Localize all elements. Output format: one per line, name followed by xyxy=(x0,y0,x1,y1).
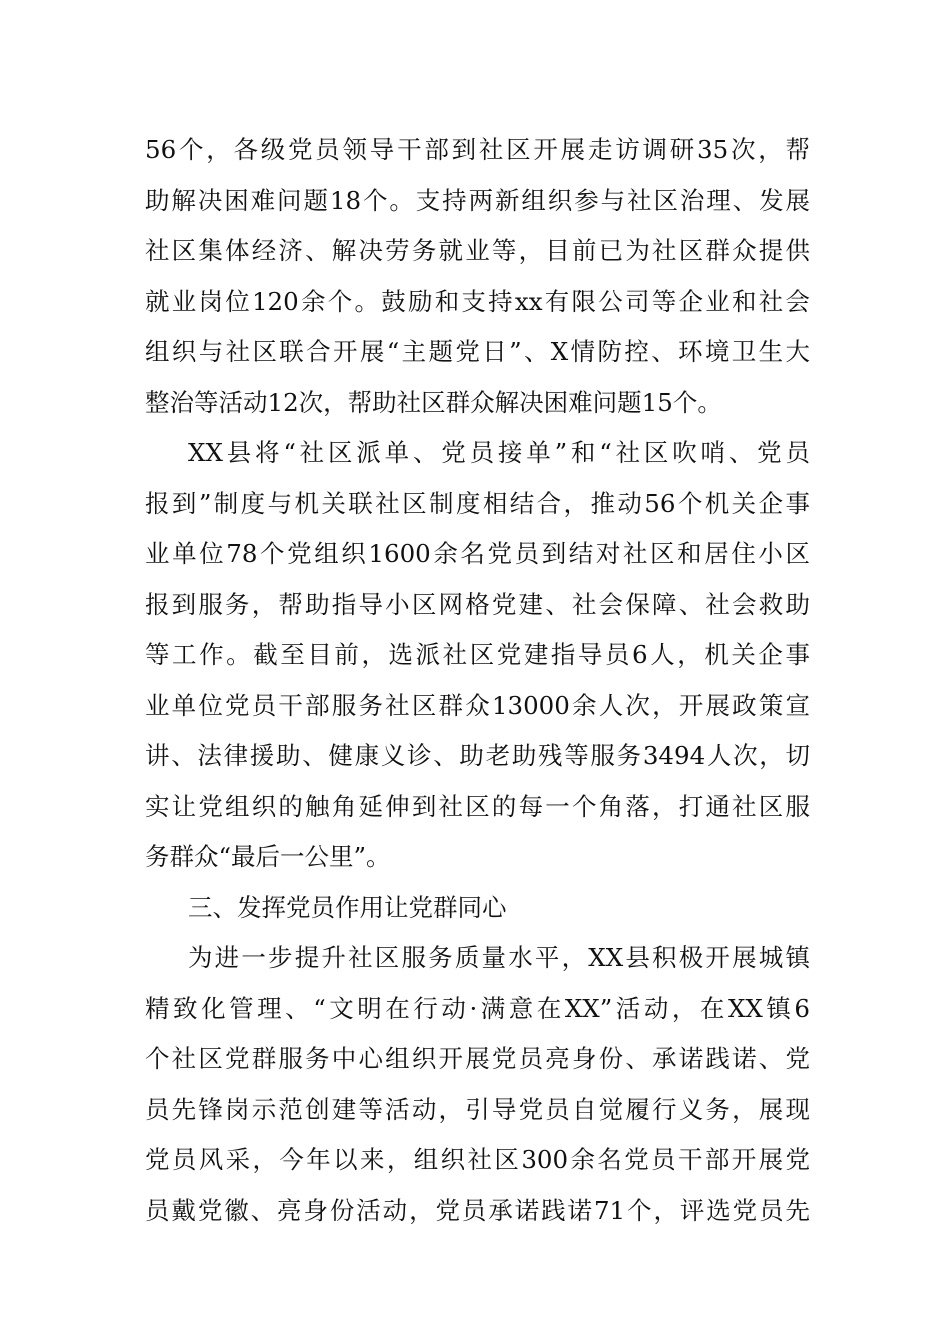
document-body xyxy=(145,125,810,1236)
text-line: 个社区党群服务中心组织开展党员亮身份、承诺践诺、党 xyxy=(145,1044,810,1073)
text-line: 就业岗位120余个。鼓励和支持xx有限公司等企业和社会 xyxy=(145,286,810,316)
text-line: 等工作。截至目前，选派社区党建指导员6人，机关企事 xyxy=(145,640,810,669)
text-line: 务群众“最后一公里”。 xyxy=(145,842,391,871)
text-line: 讲、法律援助、健康义诊、助老助残等服务3494人次，切 xyxy=(145,741,810,770)
text-line: 精致化管理、“文明在行动·满意在XX”活动，在XX镇6 xyxy=(145,993,810,1023)
text-line: 党员风采，今年以来，组织社区300余名党员干部开展党 xyxy=(145,1145,810,1174)
text-line: 报到服务，帮助指导小区网格党建、社会保障、社会救助 xyxy=(145,589,810,619)
text-line: 助解决困难问题18个。支持两新组织参与社区治理、发展 xyxy=(145,185,810,215)
text-line: 组织与社区联合开展“主题党日”、X情防控、环境卫生大 xyxy=(145,337,810,366)
text-line: 社区集体经济、解决劳务就业等，目前已为社区群众提供 xyxy=(145,236,810,265)
text-line: 员先锋岗示范创建等活动，引导党员自觉履行义务，展现 xyxy=(145,1094,810,1124)
text-line: 56个，各级党员领导干部到社区开展走访调研35次，帮 xyxy=(145,135,810,164)
text-line: 整治等活动12次，帮助社区群众解决困难问题15个。 xyxy=(145,387,722,417)
text-line: 为进一步提升社区服务质量水平，XX县积极开展城镇 xyxy=(188,943,810,972)
text-line: 业单位78个党组织1600余名党员到结对社区和居住小区 xyxy=(145,539,810,568)
text-line: 业单位党员干部服务社区群众13000余人次，开展政策宣 xyxy=(145,690,810,720)
text-line: 报到”制度与机关联社区制度相结合，推动56个机关企事 xyxy=(145,488,810,518)
text-line: 实让党组织的触角延伸到社区的每一个角落，打通社区服 xyxy=(145,791,810,821)
section-heading: 三、发挥党员作用让党群同心 xyxy=(188,892,507,922)
text-line: XX县将“社区派单、党员接单”和“社区吹哨、党员 xyxy=(188,438,810,467)
text-line: 员戴党徽、亮身份活动，党员承诺践诺71个，评选党员先 xyxy=(145,1195,810,1225)
